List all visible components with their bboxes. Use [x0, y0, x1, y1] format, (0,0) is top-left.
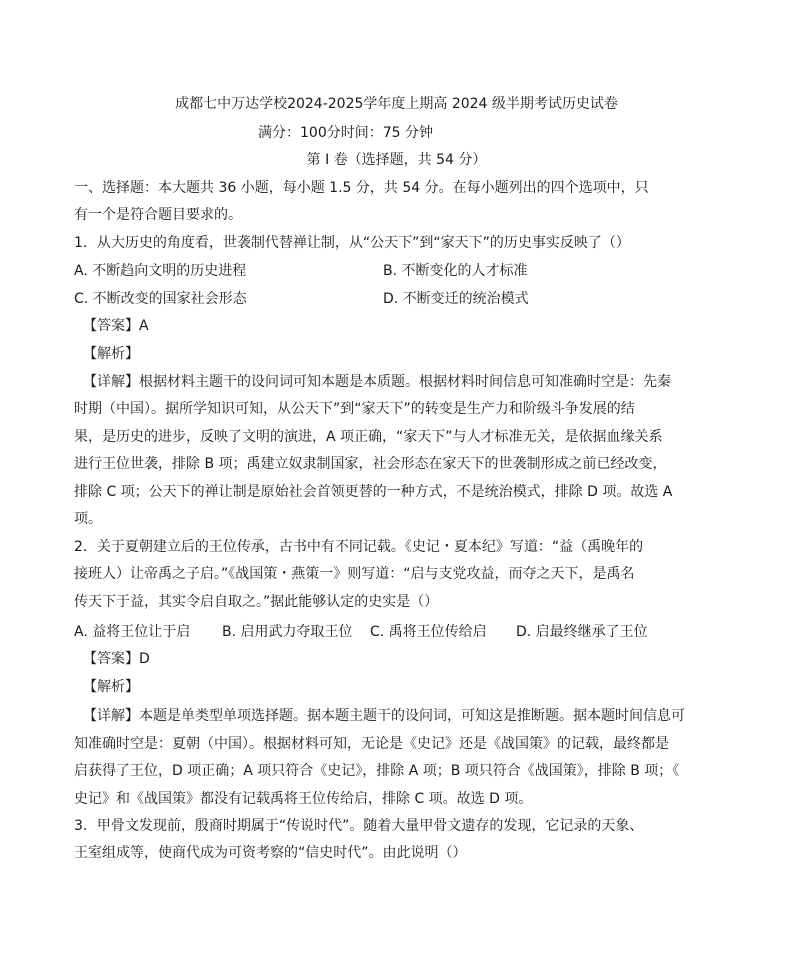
- q2-option-a: A. 益将王位让于启: [74, 624, 191, 640]
- q1-option-d: D. 不断变迁的统治模式: [383, 291, 529, 307]
- q1-detail-line: 【详解】根据材料主题干的设问词可知本题是本质题。根据材料时间信息可知准确时空是：先秦: [83, 374, 671, 390]
- q2-option-c: C. 禹将王位传给启: [370, 624, 487, 640]
- exam-title: 成都七中万达学校2024-2025学年度上期高 2024 级半期考试历史试卷: [175, 96, 618, 112]
- q1-detail-line: 进行王位世袭，排除 B 项；禹建立奴隶制国家，社会形态在家天下的世袭制形成之前已经改变，: [74, 456, 667, 472]
- q3-stem-line: 3．甲骨文发现前，殷商时期属于“传说时代”。随着大量甲骨文遗存的发现，它记录的天象、: [74, 818, 644, 834]
- section-heading: 第 I 卷（选择题，共 54 分）: [306, 152, 487, 168]
- exam-meta: 满分：100分时间：75 分钟: [258, 125, 433, 141]
- q1-stem: 1．从大历史的角度看，世袭制代替禅让制，从“公天下”到“家天下”的历史事实反映了（）: [74, 235, 630, 251]
- q2-detail-line: 启获得了王位，D 项正确；A 项只符合《史记》，排除 A 项；B 项只符合《战国策》，排除 B 项；《: [74, 763, 680, 779]
- q1-detail-line: 时期（中国）。据所学知识可知，从公天下”到“家天下”的转变是生产力和阶级斗争发展的结: [74, 401, 635, 417]
- q1-analysis-label: 【解析】: [83, 346, 139, 362]
- q2-stem-line: 接班人）让帝禹之子启。”《战国策・燕策一》则写道：“启与支党攻益，而夺之天下，是禹名: [74, 566, 635, 582]
- q2-detail-line: 史记》和《战国策》都没有记载禹将王位传给启，排除 C 项。故选 D 项。: [74, 791, 533, 807]
- q2-answer: 【答案】D: [83, 651, 150, 667]
- q2-stem-line: 2．关于夏朝建立后的王位传承，古书中有不同记载。《史记・夏本纪》写道：“益（禹晚年的: [74, 539, 644, 555]
- q2-stem-line: 传天下于益，其实令启自取之。”据此能够认定的史实是（）: [74, 594, 439, 610]
- q2-option-b: B. 启用武力夺取王位: [222, 624, 353, 640]
- q3-stem-line: 王室组成等，使商代成为可资考察的“信史时代”。由此说明（）: [74, 845, 467, 861]
- instructions-line-1: 一、选择题：本大题共 36 小题，每小题 1.5 分，共 54 分。在每小题列出的四个选项中，只: [74, 180, 649, 196]
- q1-option-a: A. 不断趋向文明的历史进程: [74, 263, 247, 279]
- q2-detail-line: 知准确时空是：夏朝（中国）。根据材料可知，无论是《史记》还是《战国策》的记载，最终都是: [74, 736, 669, 752]
- q1-detail-line: 果，是历史的进步，反映了文明的演进，A 项正确，“家天下”与人才标准无关，是依据血缘关系: [74, 429, 663, 445]
- instructions-line-2: 有一个是符合题目要求的。: [74, 207, 242, 223]
- q2-detail-line: 【详解】本题是单类型单项选择题。据本题主题干的设问词，可知这是推断题。据本题时间信息可: [83, 708, 685, 724]
- q1-option-c: C. 不断改变的国家社会形态: [74, 291, 247, 307]
- q2-analysis-label: 【解析】: [83, 679, 139, 695]
- q1-answer: 【答案】A: [83, 318, 149, 334]
- q1-detail-line: 排除 C 项；公天下的禅让制是原始社会首领更替的一种方式，不是统治模式，排除 D 项。故选 A: [74, 484, 673, 500]
- q2-option-d: D. 启最终继承了王位: [516, 624, 648, 640]
- q1-detail-line: 项。: [74, 511, 102, 527]
- q1-option-b: B. 不断变化的人才标准: [383, 263, 528, 279]
